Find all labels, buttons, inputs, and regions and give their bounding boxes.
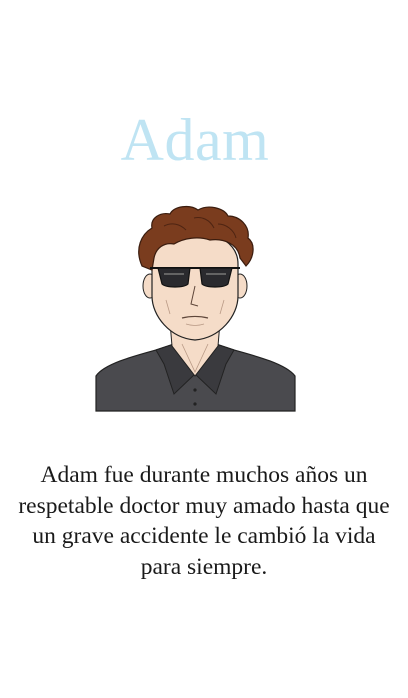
character-name: Adam xyxy=(120,107,270,173)
character-portrait-icon xyxy=(94,204,297,412)
sunglasses-left-lens xyxy=(158,268,190,287)
sunglasses-right-lens xyxy=(200,268,232,287)
character-description: Adam fue durante muchos años un respetable doctor muy amado hasta que un grave accidente le cambió la vida para siempre. xyxy=(18,462,390,580)
